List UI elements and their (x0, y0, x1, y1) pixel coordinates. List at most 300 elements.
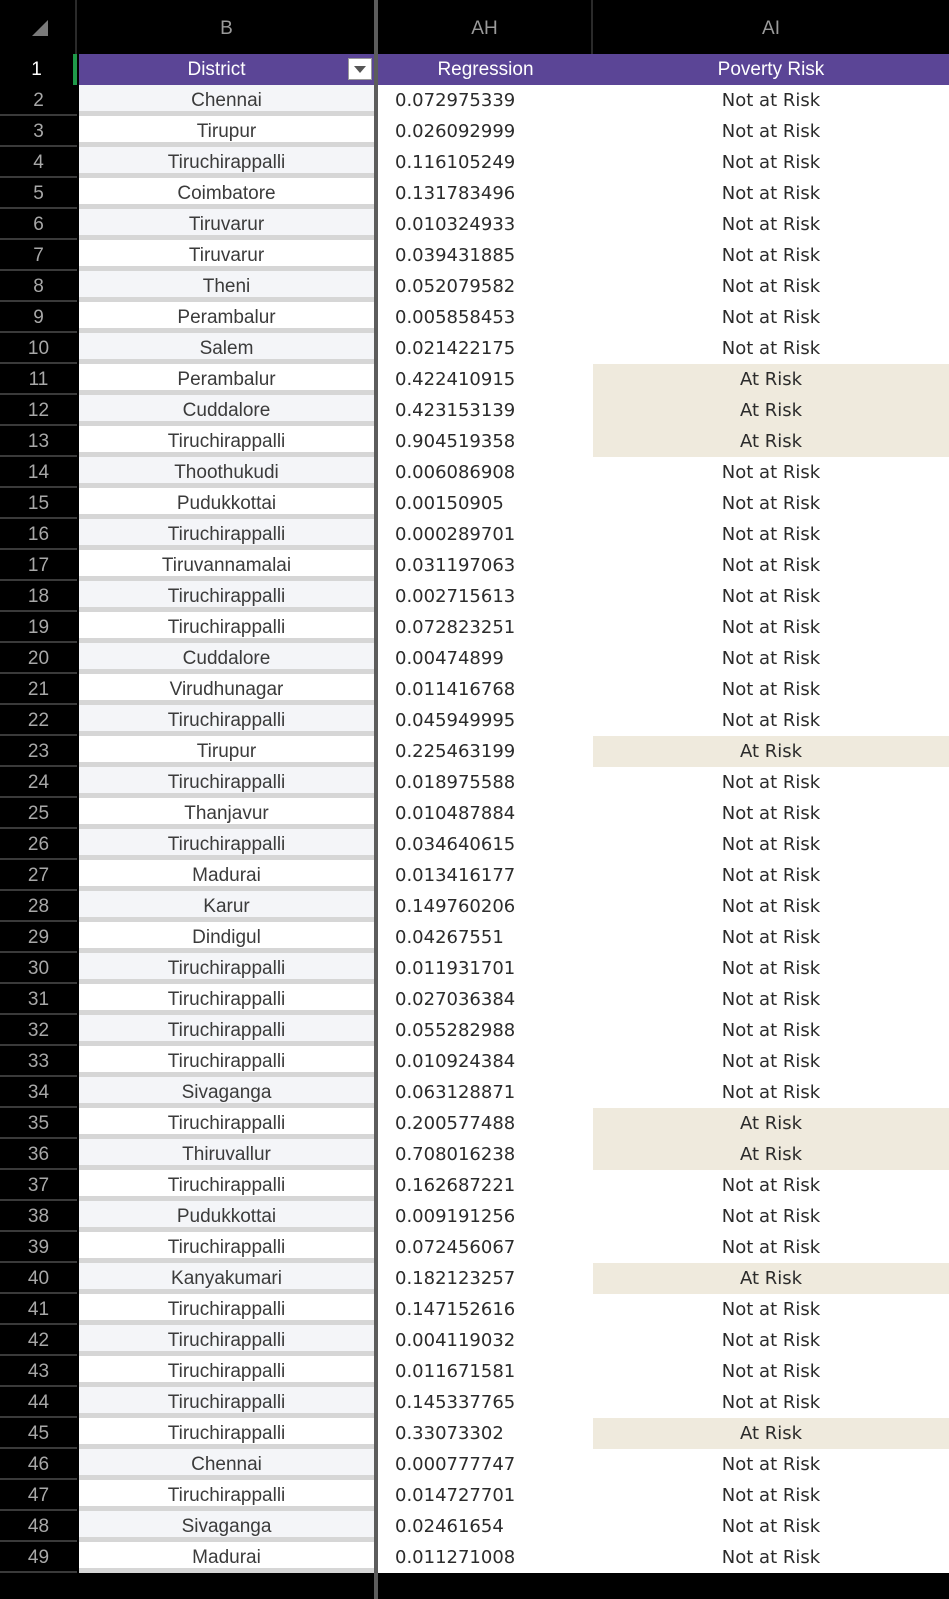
district-cell[interactable] (79, 147, 374, 178)
poverty-risk-cell[interactable]: Not at Risk (593, 984, 949, 1015)
district-cell[interactable] (79, 1139, 374, 1170)
row-number[interactable]: 48 (0, 1511, 77, 1542)
district-text: Tiruchirappalli (167, 1330, 286, 1351)
district-text: Tiruchirappalli (167, 617, 286, 638)
header-regression[interactable]: Regression (378, 54, 593, 85)
regression-cell[interactable]: 0.131783496 (378, 178, 593, 209)
district-cell[interactable] (79, 1170, 374, 1201)
district-text: Tiruchirappalli (167, 586, 286, 607)
column-header-b[interactable]: B (79, 0, 374, 54)
row-number[interactable]: 9 (0, 302, 77, 333)
district-cell[interactable] (79, 333, 374, 364)
regression-cell[interactable]: 0.02461654 (378, 1511, 593, 1542)
table-row (0, 1356, 949, 1387)
poverty-risk-cell[interactable]: Not at Risk (593, 1046, 949, 1077)
district-text: Tiruchirappalli (167, 1113, 286, 1134)
poverty-risk-cell[interactable]: Not at Risk (593, 798, 949, 829)
poverty-risk-cell[interactable]: Not at Risk (593, 891, 949, 922)
district-cell[interactable] (79, 271, 374, 302)
district-cell[interactable] (79, 1480, 374, 1511)
poverty-risk-cell[interactable]: Not at Risk (593, 1449, 949, 1480)
row-number[interactable]: 17 (0, 550, 77, 581)
table-row (0, 767, 949, 798)
district-cell[interactable] (79, 240, 374, 271)
table-row (0, 209, 949, 240)
regression-cell[interactable]: 0.010924384 (378, 1046, 593, 1077)
row-number[interactable]: 27 (0, 860, 77, 891)
district-text: Salem (199, 338, 254, 359)
district-cell[interactable] (79, 178, 374, 209)
row-number[interactable]: 20 (0, 643, 77, 674)
table-row (0, 891, 949, 922)
district-text: Karur (203, 896, 250, 917)
regression-cell[interactable]: 0.018975588 (378, 767, 593, 798)
row-divider (0, 1571, 77, 1573)
poverty-risk-cell[interactable]: Not at Risk (593, 333, 949, 364)
table-row (0, 984, 949, 1015)
district-text: Tiruchirappalli (167, 772, 286, 793)
district-cell[interactable] (79, 426, 374, 457)
poverty-risk-cell[interactable]: Not at Risk (593, 643, 949, 674)
poverty-risk-cell[interactable]: Not at Risk (593, 519, 949, 550)
regression-cell[interactable]: 0.039431885 (378, 240, 593, 271)
poverty-risk-cell[interactable]: Not at Risk (593, 705, 949, 736)
district-text: Tiruchirappalli (167, 1299, 286, 1320)
select-all-corner[interactable] (0, 0, 77, 54)
poverty-risk-cell[interactable]: Not at Risk (593, 209, 949, 240)
filter-dropdown-button[interactable] (348, 58, 372, 80)
row-number[interactable]: 7 (0, 240, 77, 271)
district-cell[interactable] (79, 891, 374, 922)
regression-cell[interactable]: 0.009191256 (378, 1201, 593, 1232)
poverty-risk-cell[interactable]: At Risk (593, 736, 949, 767)
regression-cell[interactable]: 0.006086908 (378, 457, 593, 488)
table-row (0, 736, 949, 767)
district-text: Chennai (191, 90, 262, 111)
header-district[interactable] (79, 54, 374, 85)
row-number[interactable]: 47 (0, 1480, 77, 1511)
table-row (0, 395, 949, 426)
row-number[interactable]: 18 (0, 581, 77, 612)
row-number[interactable]: 38 (0, 1201, 77, 1232)
poverty-risk-cell[interactable]: Not at Risk (593, 550, 949, 581)
row-number[interactable]: 15 (0, 488, 77, 519)
district-text: Tirupur (196, 741, 257, 762)
table-row (0, 519, 949, 550)
district-cell[interactable] (79, 612, 374, 643)
district-cell[interactable] (79, 581, 374, 612)
regression-cell[interactable]: 0.011931701 (378, 953, 593, 984)
poverty-risk-cell[interactable]: Not at Risk (593, 953, 949, 984)
table-row (0, 1263, 949, 1294)
table-row (0, 798, 949, 829)
table-row (0, 1077, 949, 1108)
poverty-risk-cell[interactable]: At Risk (593, 395, 949, 426)
regression-cell[interactable]: 0.072456067 (378, 1232, 593, 1263)
poverty-risk-cell[interactable]: Not at Risk (593, 271, 949, 302)
district-text: Thiruvallur (182, 1144, 271, 1165)
district-cell[interactable] (79, 1387, 374, 1418)
district-text: Perambalur (177, 369, 276, 390)
district-text: Virudhunagar (169, 679, 284, 700)
regression-cell[interactable]: 0.000777747 (378, 1449, 593, 1480)
district-text: Tiruvarur (188, 245, 265, 266)
district-cell[interactable] (79, 209, 374, 240)
regression-cell[interactable]: 0.904519358 (378, 426, 593, 457)
regression-cell[interactable]: 0.422410915 (378, 364, 593, 395)
district-text: Tiruchirappalli (167, 834, 286, 855)
regression-cell[interactable]: 0.052079582 (378, 271, 593, 302)
district-text: Tiruchirappalli (167, 989, 286, 1010)
regression-cell[interactable]: 0.00474899 (378, 643, 593, 674)
district-cell[interactable] (79, 1077, 374, 1108)
table-row (0, 860, 949, 891)
row-number[interactable]: 22 (0, 705, 77, 736)
poverty-risk-cell[interactable]: Not at Risk (593, 1511, 949, 1542)
table-row (0, 1108, 949, 1139)
district-cell[interactable] (79, 922, 374, 953)
table-row (0, 1542, 949, 1573)
row-number[interactable]: 46 (0, 1449, 77, 1480)
poverty-risk-cell[interactable]: Not at Risk (593, 488, 949, 519)
regression-cell[interactable]: 0.200577488 (378, 1108, 593, 1139)
table-row (0, 1449, 949, 1480)
district-text: Coimbatore (177, 183, 276, 204)
poverty-risk-cell[interactable]: Not at Risk (593, 1480, 949, 1511)
district-text: Tiruchirappalli (167, 1175, 286, 1196)
district-text: Tiruchirappalli (167, 1361, 286, 1382)
district-cell[interactable] (79, 1232, 374, 1263)
poverty-risk-cell[interactable]: At Risk (593, 1139, 949, 1170)
district-text: Kanyakumari (171, 1268, 282, 1289)
row-number[interactable]: 42 (0, 1325, 77, 1356)
regression-cell[interactable]: 0.026092999 (378, 116, 593, 147)
district-text: Tiruchirappalli (167, 152, 286, 173)
row-number[interactable]: 2 (0, 85, 77, 116)
table-row (0, 364, 949, 395)
district-cell[interactable] (79, 519, 374, 550)
regression-cell[interactable]: 0.182123257 (378, 1263, 593, 1294)
regression-cell[interactable]: 0.027036384 (378, 984, 593, 1015)
poverty-risk-cell[interactable]: Not at Risk (593, 1387, 949, 1418)
row-number[interactable]: 6 (0, 209, 77, 240)
poverty-risk-cell[interactable]: Not at Risk (593, 85, 949, 116)
row-number[interactable]: 8 (0, 271, 77, 302)
poverty-risk-cell[interactable]: Not at Risk (593, 1201, 949, 1232)
table-row (0, 488, 949, 519)
district-text: Perambalur (177, 307, 276, 328)
column-divider (75, 0, 77, 54)
district-text: Chennai (191, 1454, 262, 1475)
table-row (0, 302, 949, 333)
row-number[interactable]: 39 (0, 1232, 77, 1263)
regression-cell[interactable]: 0.116105249 (378, 147, 593, 178)
row-number[interactable]: 12 (0, 395, 77, 426)
row-number[interactable]: 24 (0, 767, 77, 798)
district-cell[interactable] (79, 1356, 374, 1387)
district-cell[interactable] (79, 302, 374, 333)
district-text: Madurai (192, 1547, 261, 1568)
district-text: Dindigul (192, 927, 261, 948)
table-row (0, 426, 949, 457)
poverty-risk-cell[interactable]: Not at Risk (593, 457, 949, 488)
poverty-risk-cell[interactable]: Not at Risk (593, 1325, 949, 1356)
row-number[interactable]: 49 (0, 1542, 77, 1573)
poverty-risk-cell[interactable]: Not at Risk (593, 860, 949, 891)
district-cell[interactable] (79, 488, 374, 519)
poverty-risk-cell[interactable]: Not at Risk (593, 1294, 949, 1325)
chevron-down-icon (354, 66, 366, 73)
table-row (0, 178, 949, 209)
district-text: Tiruchirappalli (167, 1237, 286, 1258)
row-number[interactable]: 26 (0, 829, 77, 860)
table-row (0, 333, 949, 364)
regression-cell[interactable]: 0.034640615 (378, 829, 593, 860)
freeze-pane-divider[interactable] (374, 0, 378, 1599)
row-number[interactable]: 31 (0, 984, 77, 1015)
row-number[interactable]: 36 (0, 1139, 77, 1170)
poverty-risk-cell[interactable]: Not at Risk (593, 178, 949, 209)
table-row (0, 1170, 949, 1201)
regression-cell[interactable]: 0.147152616 (378, 1294, 593, 1325)
district-cell[interactable] (79, 829, 374, 860)
poverty-risk-cell[interactable]: Not at Risk (593, 1015, 949, 1046)
row-number[interactable]: 43 (0, 1356, 77, 1387)
column-header-ah[interactable]: AH (378, 0, 591, 54)
table-row (0, 85, 949, 116)
district-cell[interactable] (79, 457, 374, 488)
row-number[interactable]: 11 (0, 364, 77, 395)
regression-cell[interactable]: 0.021422175 (378, 333, 593, 364)
poverty-risk-cell[interactable]: Not at Risk (593, 1170, 949, 1201)
table-row (0, 240, 949, 271)
row-number[interactable]: 25 (0, 798, 77, 829)
select-all-icon (32, 20, 48, 36)
table-row (0, 1232, 949, 1263)
district-text: Thoothukudi (174, 462, 279, 483)
poverty-risk-cell[interactable]: Not at Risk (593, 147, 949, 178)
table-row (0, 581, 949, 612)
table-row (0, 1046, 949, 1077)
regression-cell[interactable]: 0.010487884 (378, 798, 593, 829)
table-header-row (0, 54, 949, 85)
district-text: Pudukkottai (176, 1206, 277, 1227)
district-cell[interactable] (79, 705, 374, 736)
regression-cell[interactable]: 0.04267551 (378, 922, 593, 953)
district-text: Madurai (192, 865, 261, 886)
regression-cell[interactable]: 0.010324933 (378, 209, 593, 240)
row-number[interactable]: 34 (0, 1077, 77, 1108)
row-number[interactable]: 44 (0, 1387, 77, 1418)
row-number[interactable]: 28 (0, 891, 77, 922)
district-cell[interactable] (79, 550, 374, 581)
regression-cell[interactable]: 0.145337765 (378, 1387, 593, 1418)
district-text: Tiruchirappalli (167, 1485, 286, 1506)
poverty-risk-cell[interactable]: Not at Risk (593, 922, 949, 953)
table-row (0, 457, 949, 488)
header-poverty-risk[interactable]: Poverty Risk (593, 54, 949, 85)
table-row (0, 829, 949, 860)
regression-cell[interactable]: 0.063128871 (378, 1077, 593, 1108)
regression-cell[interactable]: 0.011416768 (378, 674, 593, 705)
poverty-risk-cell[interactable]: Not at Risk (593, 581, 949, 612)
regression-cell[interactable]: 0.000289701 (378, 519, 593, 550)
regression-cell[interactable]: 0.00150905 (378, 488, 593, 519)
row-number[interactable]: 5 (0, 178, 77, 209)
district-cell[interactable] (79, 1449, 374, 1480)
poverty-risk-cell[interactable]: Not at Risk (593, 1542, 949, 1573)
row-number[interactable]: 3 (0, 116, 77, 147)
poverty-risk-cell[interactable]: At Risk (593, 1418, 949, 1449)
district-cell[interactable] (79, 1294, 374, 1325)
poverty-risk-cell[interactable]: Not at Risk (593, 767, 949, 798)
regression-cell[interactable]: 0.33073302 (378, 1418, 593, 1449)
table-row (0, 643, 949, 674)
district-text: Cuddalore (182, 400, 271, 421)
table-row (0, 1325, 949, 1356)
district-cell[interactable] (79, 1325, 374, 1356)
district-cell[interactable] (79, 798, 374, 829)
regression-cell[interactable]: 0.014727701 (378, 1480, 593, 1511)
table-row (0, 1294, 949, 1325)
poverty-risk-cell[interactable]: Not at Risk (593, 1077, 949, 1108)
district-cell[interactable] (79, 1046, 374, 1077)
poverty-risk-cell[interactable]: Not at Risk (593, 829, 949, 860)
table-row (0, 271, 949, 302)
district-cell[interactable] (79, 1418, 374, 1449)
column-header-ai[interactable]: AI (593, 0, 949, 54)
poverty-risk-cell[interactable]: Not at Risk (593, 240, 949, 271)
district-cell[interactable] (79, 1511, 374, 1542)
row-number[interactable]: 35 (0, 1108, 77, 1139)
poverty-risk-cell[interactable]: At Risk (593, 426, 949, 457)
poverty-risk-cell[interactable]: Not at Risk (593, 1356, 949, 1387)
district-cell[interactable] (79, 984, 374, 1015)
district-cell[interactable] (79, 1108, 374, 1139)
district-cell[interactable] (79, 643, 374, 674)
regression-cell[interactable]: 0.004119032 (378, 1325, 593, 1356)
district-cell[interactable] (79, 860, 374, 891)
district-cell[interactable] (79, 1015, 374, 1046)
table-row (0, 922, 949, 953)
poverty-risk-cell[interactable]: At Risk (593, 1108, 949, 1139)
poverty-risk-cell[interactable]: At Risk (593, 1263, 949, 1294)
district-cell[interactable] (79, 1263, 374, 1294)
row-number[interactable]: 45 (0, 1418, 77, 1449)
district-text: Tirupur (196, 121, 257, 142)
row-number[interactable]: 21 (0, 674, 77, 705)
district-text: Tiruchirappalli (167, 1020, 286, 1041)
table-row (0, 1418, 949, 1449)
district-cell[interactable] (79, 364, 374, 395)
column-header-row (0, 0, 949, 54)
poverty-risk-cell[interactable]: Not at Risk (593, 302, 949, 333)
poverty-risk-cell[interactable]: Not at Risk (593, 612, 949, 643)
district-text: Tiruchirappalli (167, 431, 286, 452)
row-number[interactable]: 37 (0, 1170, 77, 1201)
regression-cell[interactable]: 0.031197063 (378, 550, 593, 581)
district-cell[interactable] (79, 1542, 374, 1573)
district-cell[interactable] (79, 674, 374, 705)
district-text: Tiruchirappalli (167, 710, 286, 731)
district-cell[interactable] (79, 953, 374, 984)
row-number-1[interactable]: 1 (0, 54, 77, 85)
regression-cell[interactable]: 0.708016238 (378, 1139, 593, 1170)
district-text: Tiruchirappalli (167, 1392, 286, 1413)
regression-cell[interactable]: 0.423153139 (378, 395, 593, 426)
regression-cell[interactable]: 0.011271008 (378, 1542, 593, 1573)
table-row (0, 147, 949, 178)
district-cell[interactable] (79, 1201, 374, 1232)
poverty-risk-cell[interactable]: Not at Risk (593, 1232, 949, 1263)
district-text: Tiruvarur (188, 214, 265, 235)
poverty-risk-cell[interactable]: Not at Risk (593, 674, 949, 705)
regression-cell[interactable]: 0.162687221 (378, 1170, 593, 1201)
regression-cell[interactable]: 0.011671581 (378, 1356, 593, 1387)
district-text: Sivaganga (181, 1082, 272, 1103)
district-cell[interactable] (79, 116, 374, 147)
regression-cell[interactable]: 0.225463199 (378, 736, 593, 767)
table-row (0, 1480, 949, 1511)
table-row (0, 550, 949, 581)
row-number[interactable]: 19 (0, 612, 77, 643)
table-row (0, 1387, 949, 1418)
district-text: Tiruvannamalai (161, 555, 292, 576)
district-text: Tiruchirappalli (167, 1423, 286, 1444)
table-row (0, 1201, 949, 1232)
district-text: Sivaganga (181, 1516, 272, 1537)
row-number[interactable]: 16 (0, 519, 77, 550)
row-number[interactable]: 30 (0, 953, 77, 984)
row-number[interactable]: 41 (0, 1294, 77, 1325)
table-row (0, 953, 949, 984)
row-number[interactable]: 33 (0, 1046, 77, 1077)
regression-cell[interactable]: 0.072823251 (378, 612, 593, 643)
row-number[interactable]: 23 (0, 736, 77, 767)
row-number[interactable]: 10 (0, 333, 77, 364)
regression-cell[interactable]: 0.072975339 (378, 85, 593, 116)
regression-cell[interactable]: 0.149760206 (378, 891, 593, 922)
poverty-risk-cell[interactable]: At Risk (593, 364, 949, 395)
row-number[interactable]: 40 (0, 1263, 77, 1294)
regression-cell[interactable]: 0.055282988 (378, 1015, 593, 1046)
table-row (0, 1015, 949, 1046)
table-row (0, 116, 949, 147)
district-cell[interactable] (79, 395, 374, 426)
regression-cell[interactable]: 0.045949995 (378, 705, 593, 736)
table-row (0, 612, 949, 643)
row-number[interactable]: 14 (0, 457, 77, 488)
poverty-risk-cell[interactable]: Not at Risk (593, 116, 949, 147)
table-row (0, 705, 949, 736)
regression-cell[interactable]: 0.013416177 (378, 860, 593, 891)
row-number[interactable]: 29 (0, 922, 77, 953)
district-text: Tiruchirappalli (167, 958, 286, 979)
row-number[interactable]: 4 (0, 147, 77, 178)
district-text: Theni (202, 276, 251, 297)
table-row (0, 674, 949, 705)
row-number[interactable]: 13 (0, 426, 77, 457)
header-district-label: District (187, 59, 246, 80)
district-cell[interactable] (79, 736, 374, 767)
district-text: Thanjavur (184, 803, 269, 824)
district-cell[interactable] (79, 85, 374, 116)
district-cell[interactable] (79, 767, 374, 798)
regression-cell[interactable]: 0.005858453 (378, 302, 593, 333)
row-number[interactable]: 32 (0, 1015, 77, 1046)
table-row (0, 1511, 949, 1542)
regression-cell[interactable]: 0.002715613 (378, 581, 593, 612)
